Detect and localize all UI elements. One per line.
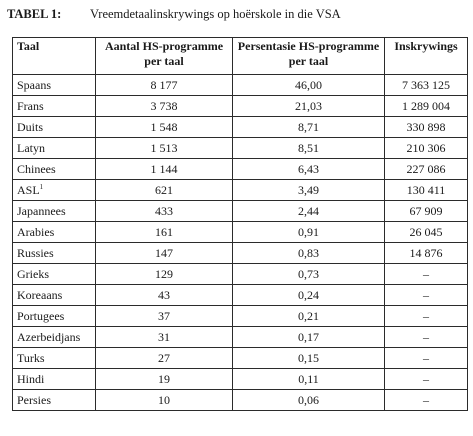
cell-taal [13,180,96,201]
table-row [13,159,468,180]
cell-taal [13,96,96,117]
language-name: Azerbeidjans [17,330,81,344]
table-caption [7,7,341,22]
cell-aantal-programme: 1 548 [96,117,233,138]
cell-aantal-programme: 31 [96,327,233,348]
cell-taal [13,159,96,180]
cell-inskrywings: – [385,285,468,306]
cell-inskrywings: – [385,348,468,369]
cell-taal [13,306,96,327]
table-row [13,327,468,348]
cell-inskrywings: 67 909 [385,201,468,222]
language-name: Grieks [17,267,49,281]
table-row [13,348,468,369]
table-row [13,390,468,411]
cell-aantal-programme: 161 [96,222,233,243]
cell-inskrywings: 330 898 [385,117,468,138]
table-row [13,96,468,117]
language-name: Russies [17,246,54,260]
cell-persentasie-programme: 0,24 [233,285,385,306]
language-name: Turks [17,351,45,365]
cell-inskrywings: 14 876 [385,243,468,264]
table-row [13,243,468,264]
table-header [13,38,468,75]
language-name: Persies [17,393,51,407]
header-inskrywings: Inskrywings [385,38,468,75]
cell-taal [13,390,96,411]
cell-persentasie-programme: 0,83 [233,243,385,264]
cell-inskrywings: 130 411 [385,180,468,201]
table-caption-title: Vreemdetaalinskrywings op hoërskole in die VSA [90,7,341,21]
cell-inskrywings: – [385,327,468,348]
cell-taal [13,285,96,306]
cell-persentasie-programme: 46,00 [233,75,385,96]
cell-inskrywings: 227 086 [385,159,468,180]
cell-taal [13,264,96,285]
cell-taal [13,117,96,138]
cell-persentasie-programme: 0,21 [233,306,385,327]
cell-inskrywings: – [385,306,468,327]
cell-inskrywings: 1 289 004 [385,96,468,117]
table-row [13,180,468,201]
cell-aantal-programme: 37 [96,306,233,327]
footnote-marker: 1 [39,183,44,191]
language-name: Frans [17,99,44,113]
cell-aantal-programme: 10 [96,390,233,411]
language-name: ASL [17,183,40,197]
cell-persentasie-programme: 6,43 [233,159,385,180]
language-enrollment-table [12,37,468,411]
cell-inskrywings: 26 045 [385,222,468,243]
language-name: Hindi [17,372,45,386]
language-name: Spaans [17,78,51,92]
cell-inskrywings: – [385,369,468,390]
cell-taal [13,327,96,348]
table-row [13,201,468,222]
cell-aantal-programme: 1 144 [96,159,233,180]
cell-persentasie-programme: 0,91 [233,222,385,243]
cell-persentasie-programme: 0,15 [233,348,385,369]
cell-aantal-programme: 433 [96,201,233,222]
cell-taal [13,201,96,222]
cell-taal [13,138,96,159]
cell-taal [13,243,96,264]
cell-persentasie-programme: 0,11 [233,369,385,390]
language-name: Portugees [17,309,65,323]
language-name: Chinees [17,162,56,176]
cell-aantal-programme: 27 [96,348,233,369]
table-row [13,306,468,327]
language-name: Latyn [17,141,45,155]
cell-persentasie-programme: 8,51 [233,138,385,159]
table-row [13,264,468,285]
table-row [13,138,468,159]
cell-inskrywings: 210 306 [385,138,468,159]
cell-aantal-programme: 43 [96,285,233,306]
language-name: Duits [17,120,44,134]
language-name: Japannees [17,204,66,218]
cell-persentasie-programme: 3,49 [233,180,385,201]
table-row [13,285,468,306]
header-aantal-programme: Aantal HS-programme per taal [96,38,233,75]
cell-taal [13,75,96,96]
cell-taal [13,222,96,243]
language-name: Koreaans [17,288,63,302]
table-row [13,222,468,243]
cell-aantal-programme: 129 [96,264,233,285]
header-row [13,38,468,75]
cell-aantal-programme: 8 177 [96,75,233,96]
table-row [13,75,468,96]
cell-taal [13,348,96,369]
cell-aantal-programme: 1 513 [96,138,233,159]
cell-aantal-programme: 3 738 [96,96,233,117]
cell-aantal-programme: 147 [96,243,233,264]
language-name: Arabies [17,225,55,239]
cell-inskrywings: – [385,264,468,285]
table-row [13,117,468,138]
cell-persentasie-programme: 8,71 [233,117,385,138]
cell-persentasie-programme: 2,44 [233,201,385,222]
cell-inskrywings: – [385,390,468,411]
cell-aantal-programme: 621 [96,180,233,201]
header-persentasie-programme: Persentasie HS-programme per taal [233,38,385,75]
table-caption-label: TABEL 1: [7,7,62,21]
header-taal: Taal [13,38,96,75]
table-row [13,369,468,390]
cell-persentasie-programme: 0,73 [233,264,385,285]
cell-inskrywings: 7 363 125 [385,75,468,96]
cell-persentasie-programme: 0,17 [233,327,385,348]
cell-persentasie-programme: 0,06 [233,390,385,411]
cell-aantal-programme: 19 [96,369,233,390]
cell-persentasie-programme: 21,03 [233,96,385,117]
cell-taal [13,369,96,390]
table-body [13,75,468,411]
